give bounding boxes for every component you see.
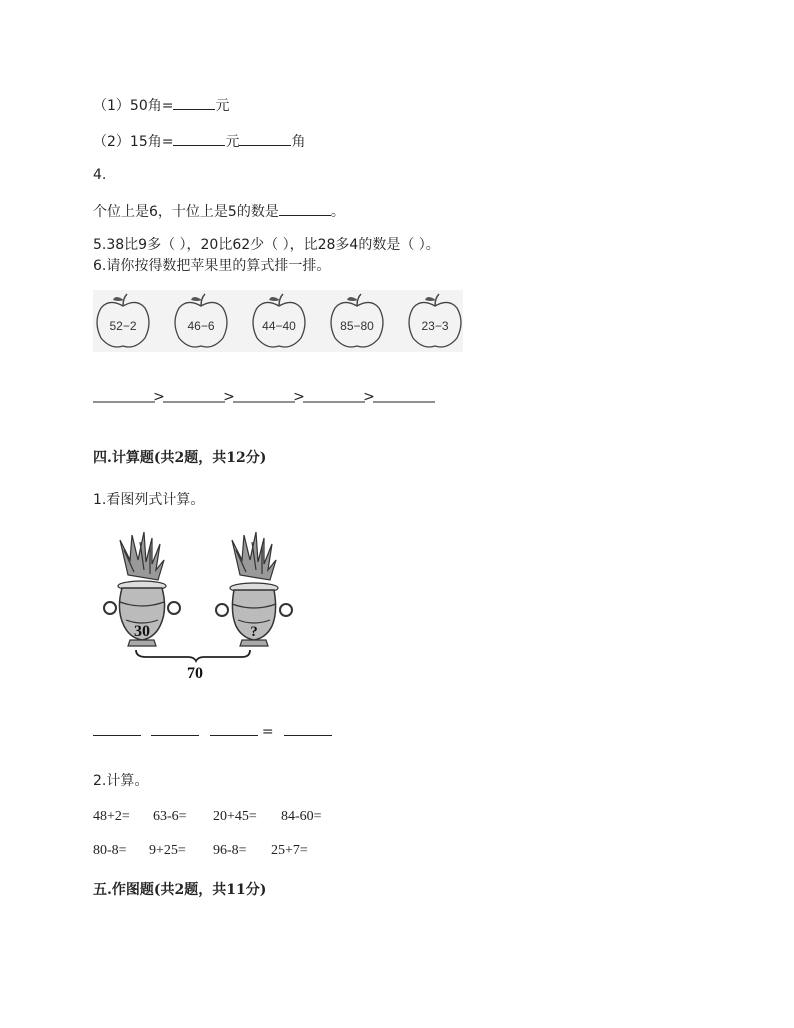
- apple-expression: 46−6: [187, 319, 215, 333]
- answer-blank[interactable]: [284, 721, 332, 736]
- question-6-text: 6.请你按得数把苹果里的算式排一排。: [93, 258, 331, 274]
- answer-blank[interactable]: [93, 721, 141, 736]
- question-4-text: 个位上是6，十位上是5的数是: [93, 204, 279, 220]
- brace: [136, 650, 250, 661]
- apple-expression: 44−40: [262, 319, 296, 333]
- answer-blank[interactable]: [210, 721, 258, 736]
- question-2-line: [93, 131, 305, 151]
- calc-item: 20+45=: [213, 809, 257, 824]
- vases-figure: [100, 530, 300, 685]
- right-vase-number: ?: [250, 624, 258, 640]
- question-4-line: [93, 201, 345, 221]
- equals-sign: =: [261, 724, 274, 740]
- apple-expression: 23−3: [421, 319, 449, 333]
- apple-expression: 52−2: [109, 319, 137, 333]
- greater-than-sign: >: [153, 389, 165, 405]
- section-4-question-2: 2.计算。: [93, 773, 149, 789]
- answer-blank[interactable]: [173, 95, 215, 110]
- answer-blank[interactable]: [173, 131, 225, 146]
- calc-row-1: [93, 808, 341, 826]
- right-vase: [216, 532, 292, 646]
- unit-jiao: 角: [291, 134, 306, 150]
- calc-item: 25+7=: [271, 843, 308, 858]
- calc-item: 9+25=: [149, 843, 186, 858]
- question-2-prefix: （2）15角=: [93, 134, 174, 150]
- answer-blank[interactable]: [151, 721, 199, 736]
- question-4-end: 。: [330, 204, 345, 220]
- calc-item: 63-6=: [153, 809, 187, 824]
- section-5-heading: 五.作图题(共2题，共11分): [93, 882, 267, 898]
- greater-than-sign: >: [223, 389, 235, 405]
- section-4-question-1: 1.看图列式计算。: [93, 492, 205, 508]
- greater-than-sign: >: [293, 389, 305, 405]
- calc-item: 48+2=: [93, 809, 130, 824]
- apple: [175, 294, 227, 347]
- greater-than-sign: >: [363, 389, 375, 405]
- apple: [253, 294, 305, 347]
- unit-yuan: 元: [225, 134, 240, 150]
- answer-blank[interactable]: [279, 201, 331, 216]
- left-vase-number: 30: [134, 623, 150, 640]
- unit-yuan: 元: [215, 98, 230, 114]
- left-vase: [104, 532, 180, 646]
- question-5-text: 5.38比9多（ ），20比62少（ ），比28多4的数是（ ）。: [93, 237, 440, 253]
- apple: [409, 294, 461, 347]
- calc-row-2: [93, 842, 331, 860]
- total-number: 70: [187, 665, 203, 682]
- apple: [97, 294, 149, 347]
- ordering-answer-row: [93, 385, 438, 405]
- section-4-heading: 四.计算题(共2题，共12分): [93, 450, 267, 466]
- apples-figure: [93, 290, 463, 352]
- equation-row: [93, 721, 332, 741]
- calc-item: 96-8=: [213, 843, 247, 858]
- question-4-number: 4.: [93, 167, 107, 183]
- answer-blank[interactable]: [239, 131, 291, 146]
- apple: [331, 294, 383, 347]
- calc-item: 84-60=: [281, 809, 322, 824]
- apple-expression: 85−80: [340, 319, 374, 333]
- question-1-line: [93, 95, 229, 115]
- question-1-prefix: （1）50角=: [93, 98, 174, 114]
- calc-item: 80-8=: [93, 843, 127, 858]
